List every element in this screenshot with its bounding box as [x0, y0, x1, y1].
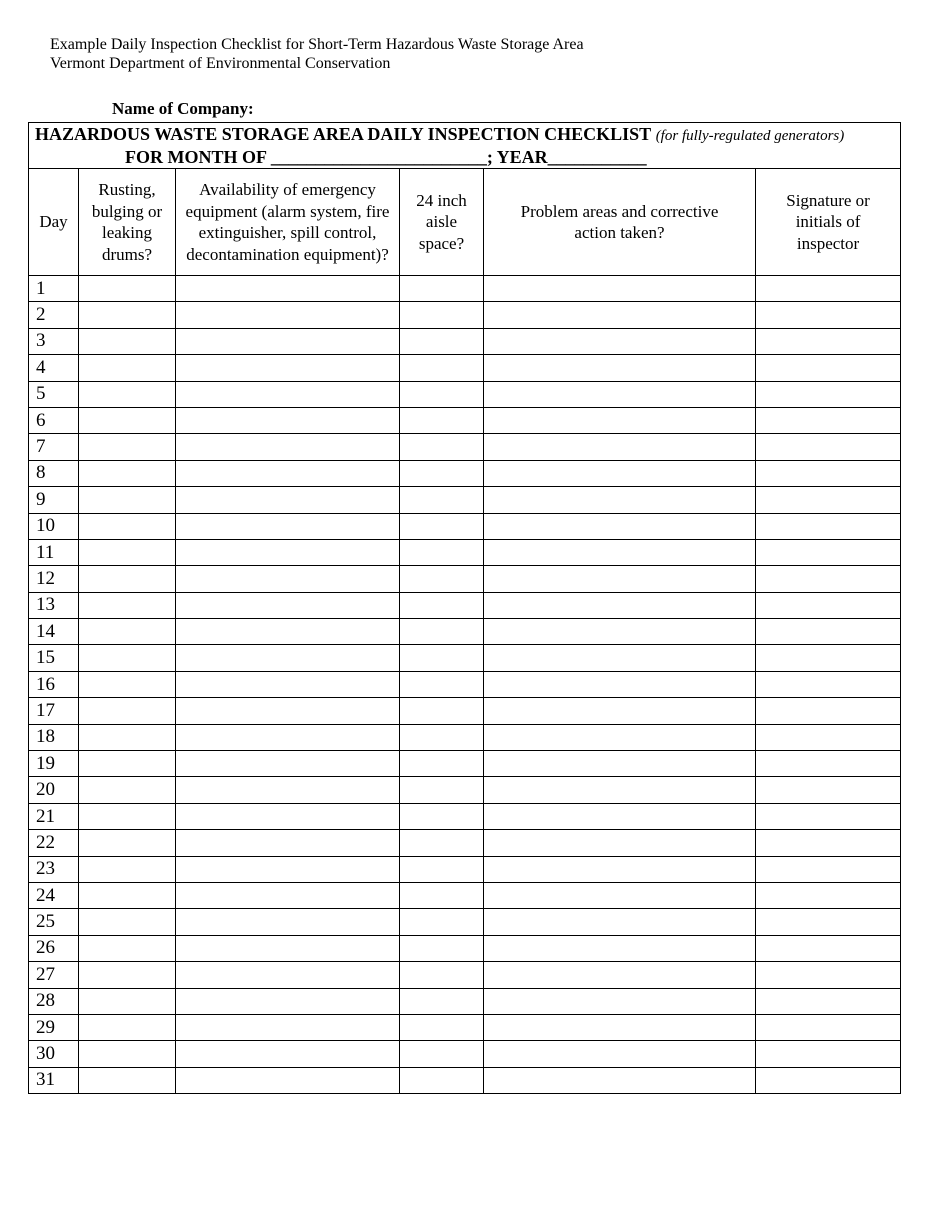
problem-areas-cell[interactable]	[484, 645, 756, 671]
drums-cell[interactable]	[79, 355, 176, 381]
emergency-equipment-cell[interactable]	[176, 988, 400, 1014]
drums-cell[interactable]	[79, 619, 176, 645]
day-row	[29, 539, 901, 565]
drums-cell[interactable]	[79, 460, 176, 486]
aisle-space-cell[interactable]	[400, 1014, 484, 1040]
day-number: 20	[29, 777, 79, 803]
aisle-space-cell[interactable]	[400, 803, 484, 829]
drums-cell[interactable]	[79, 671, 176, 697]
day-row	[29, 645, 901, 671]
drums-cell[interactable]	[79, 1041, 176, 1067]
title-row	[29, 123, 901, 169]
column-header-row	[29, 169, 901, 276]
day-row	[29, 460, 901, 486]
drums-cell[interactable]	[79, 513, 176, 539]
problem-areas-cell[interactable]	[484, 724, 756, 750]
signature-cell[interactable]	[756, 276, 901, 302]
day-number: 25	[29, 909, 79, 935]
aisle-space-cell[interactable]	[400, 724, 484, 750]
problem-areas-cell[interactable]	[484, 460, 756, 486]
signature-cell[interactable]	[756, 1014, 901, 1040]
day-number: 9	[29, 487, 79, 513]
problem-areas-cell[interactable]	[484, 592, 756, 618]
emergency-equipment-cell[interactable]	[176, 460, 400, 486]
day-number: 17	[29, 698, 79, 724]
day-number: 24	[29, 882, 79, 908]
day-number: 5	[29, 381, 79, 407]
column-header-problem-areas: Problem areas and corrective action taken?	[484, 169, 756, 276]
emergency-equipment-cell[interactable]	[176, 1014, 400, 1040]
aisle-space-cell[interactable]	[400, 1041, 484, 1067]
drums-cell[interactable]	[79, 276, 176, 302]
emergency-equipment-cell[interactable]	[176, 434, 400, 460]
day-number: 4	[29, 355, 79, 381]
drums-cell[interactable]	[79, 909, 176, 935]
column-header-aisle-space: 24 inch aisle space?	[400, 169, 484, 276]
day-number: 13	[29, 592, 79, 618]
signature-cell[interactable]	[756, 407, 901, 433]
emergency-equipment-cell[interactable]	[176, 407, 400, 433]
problem-areas-cell[interactable]	[484, 487, 756, 513]
day-number: 7	[29, 434, 79, 460]
problem-areas-cell[interactable]	[484, 302, 756, 328]
day-number: 12	[29, 566, 79, 592]
day-row	[29, 856, 901, 882]
day-number: 23	[29, 856, 79, 882]
drums-cell[interactable]	[79, 777, 176, 803]
emergency-equipment-cell[interactable]	[176, 592, 400, 618]
emergency-equipment-cell[interactable]	[176, 962, 400, 988]
drums-cell[interactable]	[79, 935, 176, 961]
signature-cell[interactable]	[756, 592, 901, 618]
day-row	[29, 751, 901, 777]
signature-cell[interactable]	[756, 619, 901, 645]
signature-cell[interactable]	[756, 909, 901, 935]
day-number: 31	[29, 1067, 79, 1093]
day-row	[29, 619, 901, 645]
company-name-label: Name of Company:	[112, 99, 254, 118]
problem-areas-cell[interactable]	[484, 539, 756, 565]
drums-cell[interactable]	[79, 592, 176, 618]
drums-cell[interactable]	[79, 962, 176, 988]
problem-areas-cell[interactable]	[484, 1014, 756, 1040]
day-number: 28	[29, 988, 79, 1014]
signature-cell[interactable]	[756, 988, 901, 1014]
title-cell	[29, 123, 901, 169]
drums-cell[interactable]	[79, 328, 176, 354]
emergency-equipment-cell[interactable]	[176, 566, 400, 592]
emergency-equipment-cell[interactable]	[176, 803, 400, 829]
problem-areas-cell[interactable]	[484, 856, 756, 882]
signature-cell[interactable]	[756, 935, 901, 961]
header-line-department: Vermont Department of Environmental Conservation	[50, 55, 391, 72]
drums-cell[interactable]	[79, 830, 176, 856]
drums-cell[interactable]	[79, 1014, 176, 1040]
aisle-space-cell[interactable]	[400, 381, 484, 407]
day-number: 2	[29, 302, 79, 328]
day-row	[29, 407, 901, 433]
drums-cell[interactable]	[79, 988, 176, 1014]
day-row	[29, 355, 901, 381]
aisle-space-cell[interactable]	[400, 1067, 484, 1093]
checklist-subtitle-note: (for fully-regulated generators)	[655, 128, 845, 144]
problem-areas-cell[interactable]	[484, 962, 756, 988]
problem-areas-cell[interactable]	[484, 803, 756, 829]
day-row	[29, 1067, 901, 1093]
signature-cell[interactable]	[756, 539, 901, 565]
signature-cell[interactable]	[756, 830, 901, 856]
drums-cell[interactable]	[79, 487, 176, 513]
emergency-equipment-cell[interactable]	[176, 830, 400, 856]
problem-areas-cell[interactable]	[484, 882, 756, 908]
aisle-space-cell[interactable]	[400, 355, 484, 381]
signature-cell[interactable]	[756, 1041, 901, 1067]
header-line-title: Example Daily Inspection Checklist for Short-Term Hazardous Waste Storage Area	[50, 36, 584, 53]
aisle-space-cell[interactable]	[400, 566, 484, 592]
day-row	[29, 698, 901, 724]
aisle-space-cell[interactable]	[400, 619, 484, 645]
aisle-space-cell[interactable]	[400, 698, 484, 724]
day-row	[29, 988, 901, 1014]
emergency-equipment-cell[interactable]	[176, 909, 400, 935]
aisle-space-cell[interactable]	[400, 539, 484, 565]
emergency-equipment-cell[interactable]	[176, 856, 400, 882]
aisle-space-cell[interactable]	[400, 276, 484, 302]
day-row	[29, 513, 901, 539]
problem-areas-cell[interactable]	[484, 1067, 756, 1093]
column-header-signature: Signature or initials of inspector	[756, 169, 901, 276]
day-number: 14	[29, 619, 79, 645]
month-year-line: FOR MONTH OF ________________________; YEAR___________	[125, 147, 647, 167]
signature-cell[interactable]	[756, 460, 901, 486]
aisle-space-cell[interactable]	[400, 487, 484, 513]
day-row	[29, 830, 901, 856]
column-header-day: Day	[29, 169, 79, 276]
day-number: 29	[29, 1014, 79, 1040]
day-number: 16	[29, 671, 79, 697]
signature-cell[interactable]	[756, 962, 901, 988]
signature-cell[interactable]	[756, 803, 901, 829]
signature-cell[interactable]	[756, 355, 901, 381]
signature-cell[interactable]	[756, 513, 901, 539]
problem-areas-cell[interactable]	[484, 751, 756, 777]
drums-cell[interactable]	[79, 645, 176, 671]
problem-areas-cell[interactable]	[484, 355, 756, 381]
emergency-equipment-cell[interactable]	[176, 355, 400, 381]
day-row	[29, 962, 901, 988]
checklist-title: HAZARDOUS WASTE STORAGE AREA DAILY INSPECTION CHECKLIST	[35, 124, 652, 144]
drums-cell[interactable]	[79, 434, 176, 460]
day-number: 21	[29, 803, 79, 829]
day-row	[29, 671, 901, 697]
problem-areas-cell[interactable]	[484, 830, 756, 856]
drums-cell[interactable]	[79, 724, 176, 750]
aisle-space-cell[interactable]	[400, 645, 484, 671]
signature-cell[interactable]	[756, 645, 901, 671]
document-header	[50, 35, 584, 73]
day-row	[29, 276, 901, 302]
day-row	[29, 434, 901, 460]
signature-cell[interactable]	[756, 724, 901, 750]
emergency-equipment-cell[interactable]	[176, 777, 400, 803]
problem-areas-cell[interactable]	[484, 671, 756, 697]
aisle-space-cell[interactable]	[400, 434, 484, 460]
drums-cell[interactable]	[79, 1067, 176, 1093]
day-number: 10	[29, 513, 79, 539]
emergency-equipment-cell[interactable]	[176, 539, 400, 565]
emergency-equipment-cell[interactable]	[176, 645, 400, 671]
day-row	[29, 777, 901, 803]
emergency-equipment-cell[interactable]	[176, 751, 400, 777]
aisle-space-cell[interactable]	[400, 460, 484, 486]
problem-areas-cell[interactable]	[484, 619, 756, 645]
signature-cell[interactable]	[756, 1067, 901, 1093]
aisle-space-cell[interactable]	[400, 882, 484, 908]
emergency-equipment-cell[interactable]	[176, 302, 400, 328]
emergency-equipment-cell[interactable]	[176, 1067, 400, 1093]
day-row	[29, 882, 901, 908]
aisle-space-cell[interactable]	[400, 962, 484, 988]
signature-cell[interactable]	[756, 671, 901, 697]
day-row	[29, 935, 901, 961]
day-number: 22	[29, 830, 79, 856]
day-row	[29, 592, 901, 618]
signature-cell[interactable]	[756, 434, 901, 460]
emergency-equipment-cell[interactable]	[176, 935, 400, 961]
emergency-equipment-cell[interactable]	[176, 1041, 400, 1067]
emergency-equipment-cell[interactable]	[176, 882, 400, 908]
day-number: 1	[29, 276, 79, 302]
day-row	[29, 328, 901, 354]
aisle-space-cell[interactable]	[400, 751, 484, 777]
drums-cell[interactable]	[79, 882, 176, 908]
problem-areas-cell[interactable]	[484, 434, 756, 460]
day-number: 19	[29, 751, 79, 777]
problem-areas-cell[interactable]	[484, 698, 756, 724]
day-row	[29, 1014, 901, 1040]
emergency-equipment-cell[interactable]	[176, 671, 400, 697]
problem-areas-cell[interactable]	[484, 407, 756, 433]
aisle-space-cell[interactable]	[400, 856, 484, 882]
problem-areas-cell[interactable]	[484, 381, 756, 407]
day-row	[29, 909, 901, 935]
signature-cell[interactable]	[756, 698, 901, 724]
drums-cell[interactable]	[79, 407, 176, 433]
signature-cell[interactable]	[756, 882, 901, 908]
emergency-equipment-cell[interactable]	[176, 513, 400, 539]
aisle-space-cell[interactable]	[400, 592, 484, 618]
day-number: 6	[29, 407, 79, 433]
problem-areas-cell[interactable]	[484, 1041, 756, 1067]
signature-cell[interactable]	[756, 856, 901, 882]
drums-cell[interactable]	[79, 698, 176, 724]
drums-cell[interactable]	[79, 302, 176, 328]
emergency-equipment-cell[interactable]	[176, 276, 400, 302]
signature-cell[interactable]	[756, 381, 901, 407]
drums-cell[interactable]	[79, 539, 176, 565]
day-number: 18	[29, 724, 79, 750]
aisle-space-cell[interactable]	[400, 328, 484, 354]
day-number: 26	[29, 935, 79, 961]
aisle-space-cell[interactable]	[400, 909, 484, 935]
signature-cell[interactable]	[756, 487, 901, 513]
aisle-space-cell[interactable]	[400, 988, 484, 1014]
problem-areas-cell[interactable]	[484, 513, 756, 539]
emergency-equipment-cell[interactable]	[176, 619, 400, 645]
emergency-equipment-cell[interactable]	[176, 698, 400, 724]
column-header-drums: Rusting, bulging or leaking drums?	[79, 169, 176, 276]
day-row	[29, 803, 901, 829]
problem-areas-cell[interactable]	[484, 935, 756, 961]
day-number: 8	[29, 460, 79, 486]
aisle-space-cell[interactable]	[400, 777, 484, 803]
emergency-equipment-cell[interactable]	[176, 328, 400, 354]
day-row	[29, 381, 901, 407]
signature-cell[interactable]	[756, 328, 901, 354]
aisle-space-cell[interactable]	[400, 407, 484, 433]
day-number: 27	[29, 962, 79, 988]
day-row	[29, 724, 901, 750]
aisle-space-cell[interactable]	[400, 935, 484, 961]
emergency-equipment-cell[interactable]	[176, 724, 400, 750]
problem-areas-cell[interactable]	[484, 988, 756, 1014]
day-row	[29, 1041, 901, 1067]
problem-areas-cell[interactable]	[484, 328, 756, 354]
signature-cell[interactable]	[756, 566, 901, 592]
aisle-space-cell[interactable]	[400, 513, 484, 539]
aisle-space-cell[interactable]	[400, 671, 484, 697]
day-row	[29, 566, 901, 592]
aisle-space-cell[interactable]	[400, 302, 484, 328]
day-number: 15	[29, 645, 79, 671]
problem-areas-cell[interactable]	[484, 777, 756, 803]
drums-cell[interactable]	[79, 566, 176, 592]
emergency-equipment-cell[interactable]	[176, 381, 400, 407]
drums-cell[interactable]	[79, 856, 176, 882]
signature-cell[interactable]	[756, 751, 901, 777]
day-number: 3	[29, 328, 79, 354]
drums-cell[interactable]	[79, 751, 176, 777]
aisle-space-cell[interactable]	[400, 830, 484, 856]
day-number: 11	[29, 539, 79, 565]
drums-cell[interactable]	[79, 803, 176, 829]
day-row	[29, 487, 901, 513]
signature-cell[interactable]	[756, 302, 901, 328]
problem-areas-cell[interactable]	[484, 566, 756, 592]
drums-cell[interactable]	[79, 381, 176, 407]
inspection-checklist-table	[28, 122, 901, 1094]
day-row	[29, 302, 901, 328]
problem-areas-cell[interactable]	[484, 909, 756, 935]
column-header-emergency-equipment: Availability of emergency equipment (alarm system, fire extinguisher, spill control, decontamination equipment)?	[176, 169, 400, 276]
signature-cell[interactable]	[756, 777, 901, 803]
problem-areas-cell[interactable]	[484, 276, 756, 302]
day-number: 30	[29, 1041, 79, 1067]
emergency-equipment-cell[interactable]	[176, 487, 400, 513]
